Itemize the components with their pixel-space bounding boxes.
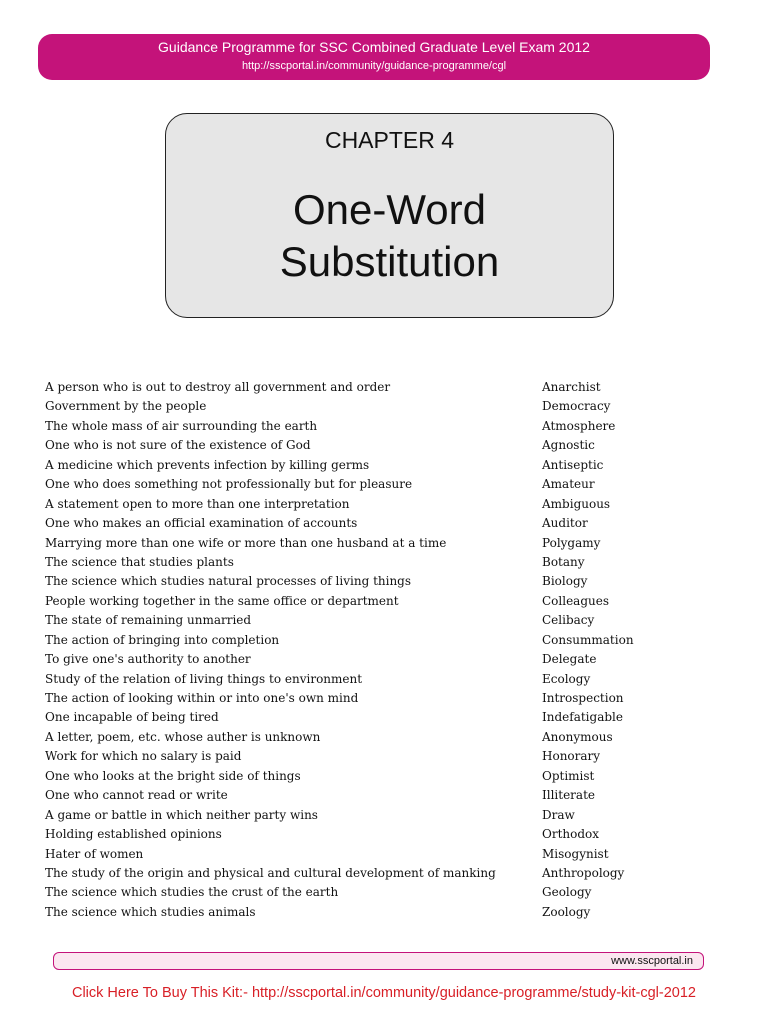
substitute-word: Introspection bbox=[542, 691, 624, 705]
list-item bbox=[45, 786, 685, 805]
list-item bbox=[45, 767, 685, 786]
definition-text: Study of the relation of living things to environment bbox=[45, 671, 363, 686]
list-item bbox=[45, 631, 685, 650]
definition-text: One who does something not professionally but for pleasure bbox=[45, 477, 413, 492]
substitute-word: Consummation bbox=[542, 632, 634, 647]
substitute-word: Atmosphere bbox=[542, 418, 616, 433]
substitute-word: Democracy bbox=[542, 399, 611, 414]
definition-text: The action of looking within or into one's own mind bbox=[45, 691, 359, 705]
definition-text: People working together in the same office or department bbox=[45, 593, 399, 608]
list-item bbox=[45, 670, 685, 689]
buy-kit-link[interactable]: Click Here To Buy This Kit:- http://sscportal.in/community/guidance-programme/study-kit-cgl-2012 bbox=[71, 985, 696, 1001]
chapter-label: CHAPTER 4 bbox=[324, 127, 455, 153]
list-item bbox=[45, 689, 685, 708]
chapter-title-line-1: One-Word bbox=[293, 186, 486, 233]
list-item bbox=[45, 572, 685, 591]
substitute-word: Zoology bbox=[542, 904, 591, 919]
definition-text: The action of bringing into completion bbox=[45, 632, 280, 647]
definition-text: A letter, poem, etc. whose auther is unknown bbox=[45, 729, 321, 744]
substitute-word: Draw bbox=[542, 807, 575, 822]
substitute-word: Biology bbox=[542, 574, 588, 589]
definition-text: The science which studies animals bbox=[45, 904, 256, 919]
list-item bbox=[45, 534, 685, 553]
definition-text: Holding established opinions bbox=[45, 827, 222, 842]
list-item bbox=[45, 456, 685, 475]
substitute-word: Anthropology bbox=[542, 865, 625, 880]
definition-text: Hater of women bbox=[45, 846, 144, 861]
list-item bbox=[45, 495, 685, 514]
definition-text: One who makes an official examination of accounts bbox=[45, 516, 358, 531]
substitute-word: Colleagues bbox=[542, 593, 610, 608]
substitute-word: Illiterate bbox=[542, 788, 595, 803]
substitute-word: Polygamy bbox=[542, 535, 601, 550]
list-item bbox=[45, 592, 685, 611]
substitute-word: Anonymous bbox=[542, 729, 613, 744]
list-item bbox=[45, 728, 685, 747]
definition-text: The study of the origin and physical and cultural development of manking bbox=[45, 865, 496, 880]
list-item bbox=[45, 514, 685, 533]
header-url-link[interactable]: http://sscportal.in/community/guidance-programme/cgl bbox=[241, 60, 507, 72]
definition-text: Government by the people bbox=[45, 399, 207, 414]
footer-bar bbox=[53, 952, 704, 970]
substitute-word: Antiseptic bbox=[542, 457, 604, 472]
definition-text: A statement open to more than one interpretation bbox=[45, 496, 350, 511]
chapter-title-box bbox=[165, 113, 614, 318]
definition-text: The state of remaining unmarried bbox=[45, 613, 252, 628]
substitute-word: Anarchist bbox=[542, 380, 601, 394]
definition-text: A medicine which prevents infection by killing germs bbox=[45, 457, 370, 472]
list-item bbox=[45, 378, 685, 397]
list-item bbox=[45, 417, 685, 436]
substitute-word: Optimist bbox=[542, 768, 595, 783]
substitute-word: Indefatigable bbox=[542, 710, 623, 725]
substitute-word: Auditor bbox=[542, 516, 588, 531]
definition-text: One who is not sure of the existence of God bbox=[45, 438, 311, 453]
substitute-word: Orthodox bbox=[542, 827, 600, 842]
footer-site-link[interactable]: www.sscportal.in bbox=[611, 955, 693, 967]
list-item bbox=[45, 397, 685, 416]
substitute-word: Misogynist bbox=[542, 846, 609, 861]
chapter-title bbox=[166, 184, 613, 288]
definition-text: One who cannot read or write bbox=[45, 788, 228, 803]
list-item bbox=[45, 475, 685, 494]
substitute-word: Honorary bbox=[542, 749, 601, 764]
substitute-word: Amateur bbox=[542, 477, 595, 492]
list-item bbox=[45, 903, 685, 922]
substitute-word: Geology bbox=[542, 885, 592, 900]
substitute-word: Botany bbox=[542, 554, 585, 569]
definition-text: The science that studies plants bbox=[45, 554, 234, 569]
list-item bbox=[45, 825, 685, 844]
one-word-substitution-list bbox=[45, 378, 685, 922]
substitute-word: Ambiguous bbox=[542, 496, 611, 511]
chapter-title-line-2: Substitution bbox=[279, 238, 500, 285]
definition-text: A game or battle in which neither party wins bbox=[45, 807, 318, 822]
substitute-word: Delegate bbox=[542, 652, 597, 667]
list-item bbox=[45, 864, 685, 883]
list-item bbox=[45, 650, 685, 669]
list-item bbox=[45, 883, 685, 902]
definition-text: A person who is out to destroy all government and order bbox=[45, 380, 391, 394]
definition-text: One who looks at the bright side of things bbox=[45, 768, 301, 783]
substitute-word: Ecology bbox=[542, 671, 591, 686]
list-item bbox=[45, 708, 685, 727]
header-banner bbox=[38, 34, 710, 80]
substitute-word: Agnostic bbox=[542, 438, 595, 453]
definition-text: Work for which no salary is paid bbox=[45, 749, 242, 764]
header-title: Guidance Programme for SSC Combined Graduate Level Exam 2012 bbox=[158, 39, 590, 55]
definition-text: The science which studies the crust of the earth bbox=[45, 885, 339, 900]
list-item bbox=[45, 806, 685, 825]
list-item bbox=[45, 611, 685, 630]
list-item bbox=[45, 553, 685, 572]
definition-text: Marrying more than one wife or more than one husband at a time bbox=[45, 535, 447, 550]
substitute-word: Celibacy bbox=[542, 613, 595, 628]
definition-text: The whole mass of air surrounding the earth bbox=[45, 418, 318, 433]
list-item bbox=[45, 436, 685, 455]
definition-text: The science which studies natural processes of living things bbox=[45, 574, 412, 589]
definition-text: One incapable of being tired bbox=[45, 710, 219, 725]
list-item bbox=[45, 747, 685, 766]
list-item bbox=[45, 845, 685, 864]
definition-text: To give one's authority to another bbox=[45, 652, 251, 667]
